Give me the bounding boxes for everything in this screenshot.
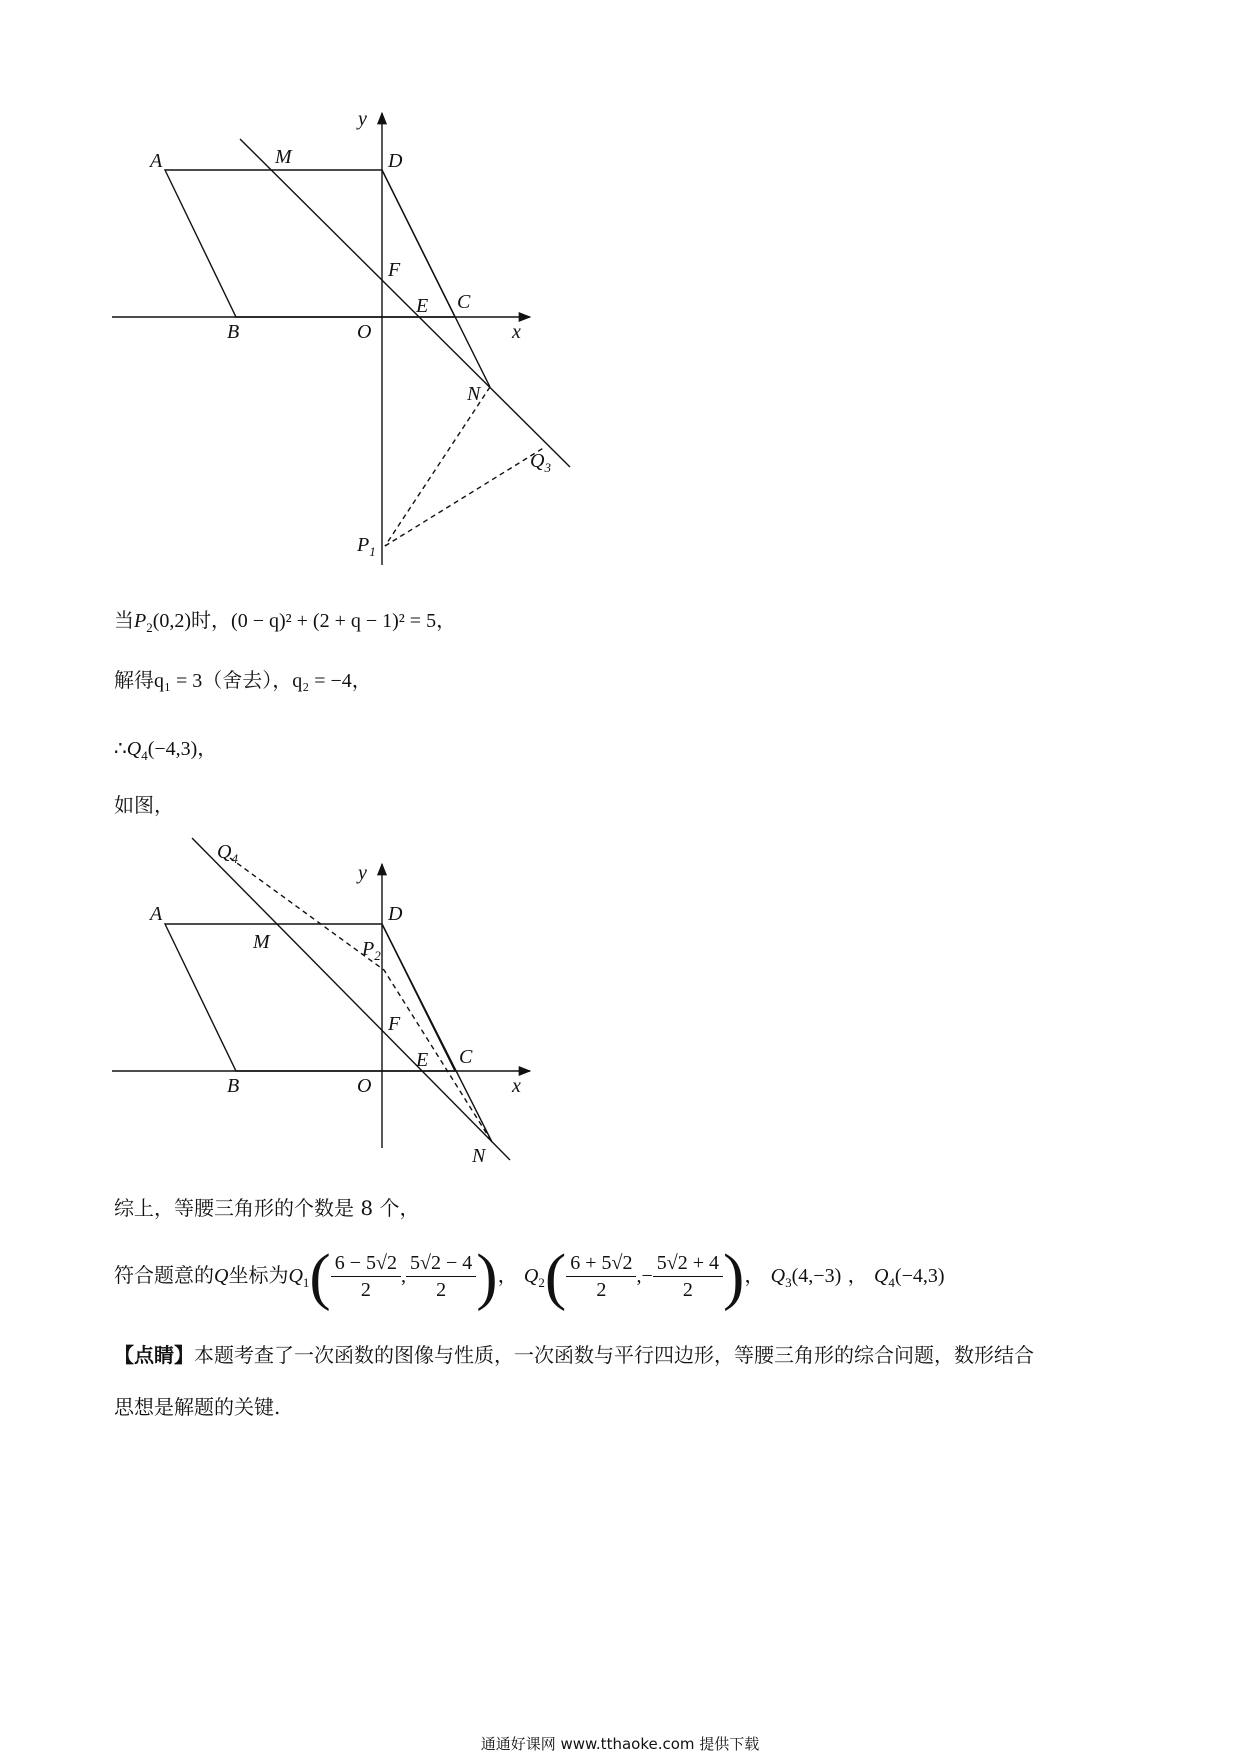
label-B: B bbox=[227, 321, 240, 343]
label-O: O bbox=[357, 321, 372, 343]
label-C-2: C bbox=[459, 1046, 473, 1068]
label-D-2: D bbox=[388, 903, 403, 925]
q2-x-frac: $\frac{6 + 5√2}{2}$ bbox=[566, 1250, 636, 1303]
text-line-6: 符合题意的Q坐标为$Q_1$( $\frac{6 - 5√2}{2}$ , $\frac{5√2 - 4}{2}$ )， $Q_2$( $\frac{6 + 5√2}{2}$ ,− $\frac{5√2 + 4}{2}$ )， $Q_3(4,-3)$ ， $Q_4(-4,3)$ bbox=[114, 1240, 945, 1312]
label-P1: $P_1$ bbox=[357, 534, 376, 559]
label-Q4: $Q_4$ bbox=[217, 841, 238, 866]
q2-y-frac: $\frac{5√2 + 4}{2}$ bbox=[653, 1250, 723, 1303]
text-line-5: 综上，等腰三角形的个数是 8 个， bbox=[114, 1196, 420, 1220]
label-y: y bbox=[358, 108, 367, 130]
text-line-1: 当$P_2(0,2)$时，(0 − q)² + (2 + q − 1)² = 5， bbox=[114, 608, 457, 635]
q1-y-frac: $\frac{5√2 - 4}{2}$ bbox=[406, 1250, 476, 1303]
label-y-2: y bbox=[358, 862, 367, 884]
parallelogram-ABCD-2 bbox=[165, 924, 455, 1071]
text-line-3: $\therefore Q_4(-4,3)$， bbox=[114, 736, 218, 763]
label-M-2: M bbox=[253, 931, 270, 953]
label-x: x bbox=[512, 321, 521, 343]
label-F-2: F bbox=[388, 1013, 401, 1035]
q1-x-frac: $\frac{6 - 5√2}{2}$ bbox=[331, 1250, 401, 1303]
label-E: E bbox=[416, 295, 429, 317]
dashed-Q4-P2-N bbox=[230, 858, 492, 1142]
label-E-2: E bbox=[416, 1049, 429, 1071]
text-line-2: 解得q₁ = 3（舍去），q₂ = −4， bbox=[114, 668, 372, 692]
label-P2: $P_2$ bbox=[362, 938, 381, 963]
text-line-4: 如图， bbox=[114, 793, 174, 817]
label-M: M bbox=[275, 146, 292, 168]
label-N: N bbox=[467, 383, 481, 405]
label-x-2: x bbox=[512, 1075, 521, 1097]
label-A: A bbox=[150, 150, 163, 172]
label-C: C bbox=[457, 291, 471, 313]
label-Q3: $Q_3$ bbox=[530, 450, 551, 475]
label-O-2: O bbox=[357, 1075, 372, 1097]
label-B-2: B bbox=[227, 1075, 240, 1097]
label-N-2: N bbox=[472, 1145, 486, 1167]
figure-2-shapes bbox=[112, 838, 530, 1160]
line-Q4N bbox=[192, 838, 510, 1160]
remark-line-1: 【点睛】本题考查了一次函数的图像与性质，一次函数与平行四边形，等腰三角形的综合问题，数形结合 bbox=[114, 1343, 1034, 1367]
label-F: F bbox=[388, 259, 401, 281]
page-footer: 通通好课网 www.tthaoke.com 提供下载 bbox=[480, 1735, 760, 1753]
remark-line-2: 思想是解题的关键. bbox=[114, 1395, 281, 1419]
label-A-2: A bbox=[150, 903, 163, 925]
label-D: D bbox=[388, 150, 403, 172]
